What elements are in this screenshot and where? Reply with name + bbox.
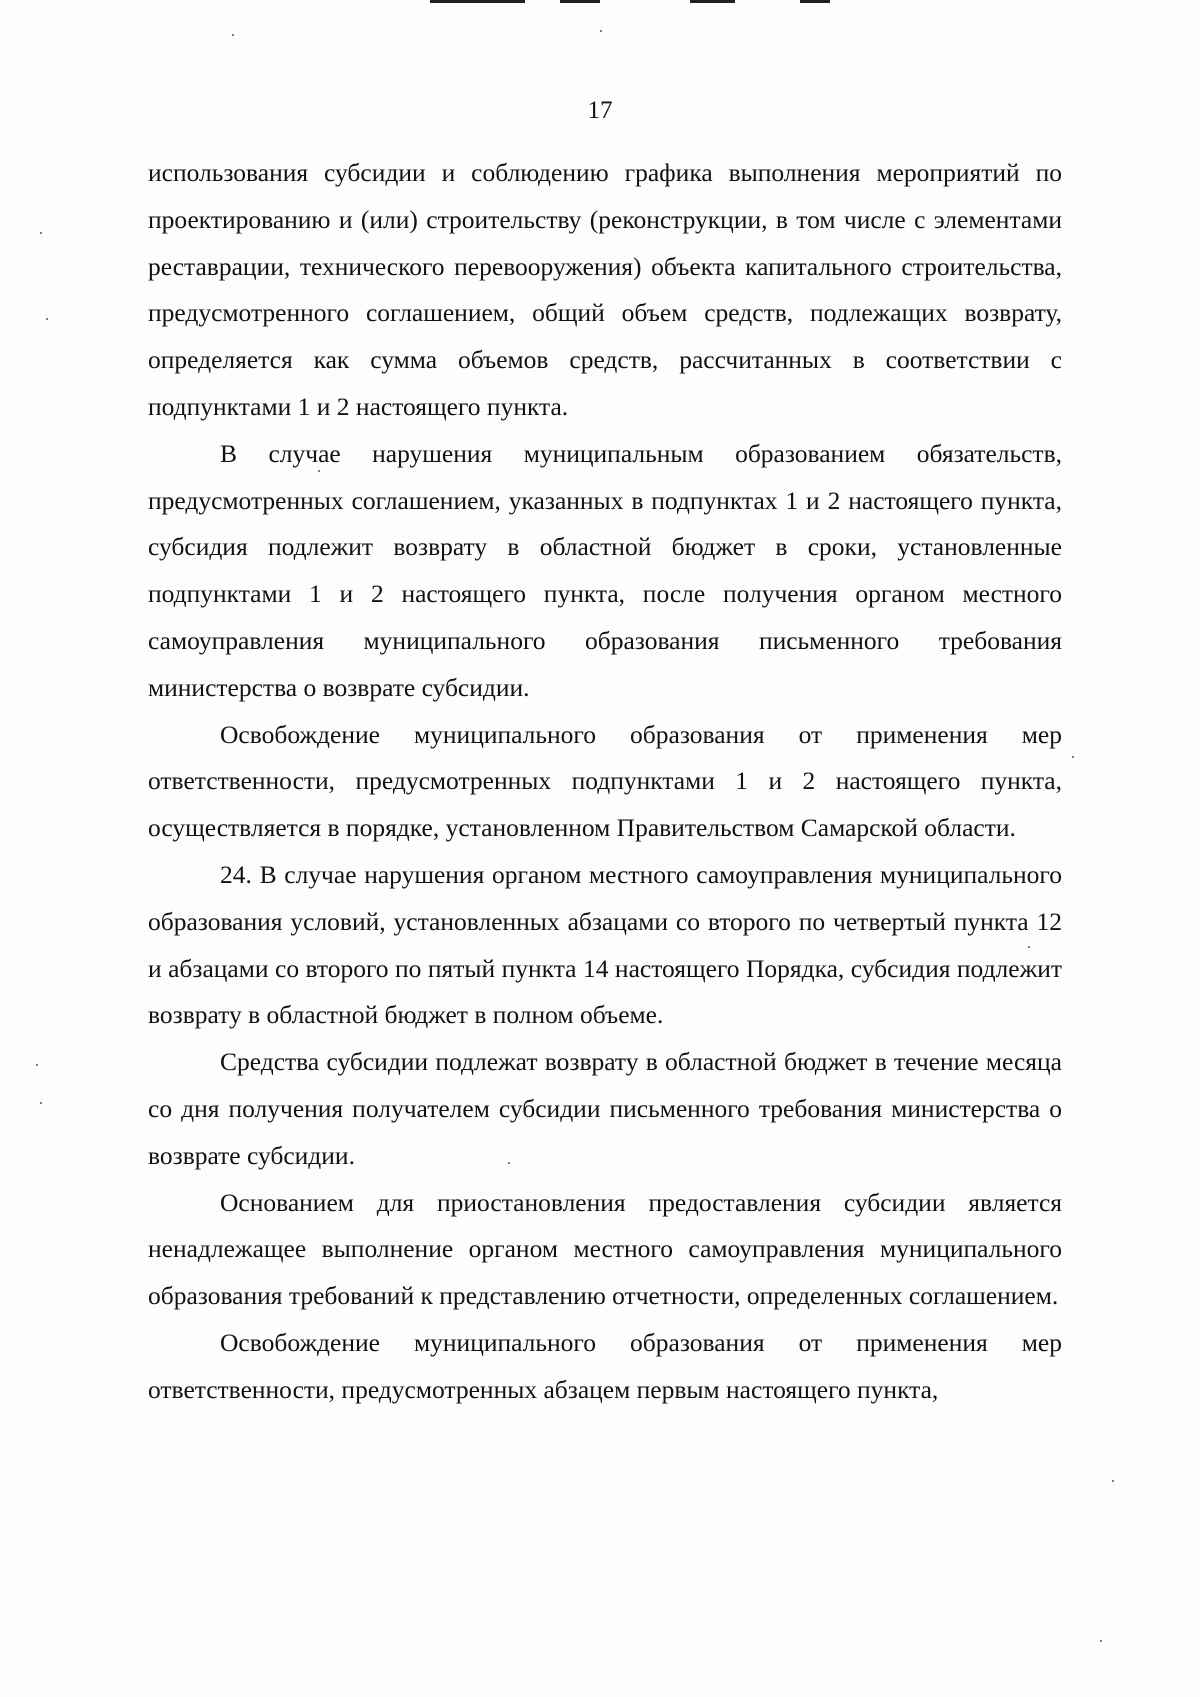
paragraph: Основанием для приостановления предоставления субсидии является ненадлежащее выполнение органом местного самоуправления муниципального образования требований к представлению отчетности, определенных соглашением. [148,1187,1062,1311]
paragraph: В случае нарушения муниципальным образованием обязательств, предусмотренных соглашением, указанных в подпунктах 1 и 2 настоящего пункта, субсидия подлежит возврату в областной бюджет в сроки, установленные подпунктами 1 и 2 настоящего пункта, после получения органом местного самоуправления муниципального образования письменного требования министерства о возврате субсидии. [148,438,1062,702]
paragraph: Освобождение муниципального образования от применения мер ответственности, предусмотренных подпунктами 1 и 2 настоящего пункта, осуществляется в порядке, установленном Правительством Самарской области. [148,719,1062,843]
scan-speck [1028,946,1030,948]
scan-speck [318,470,320,472]
scan-edge-marks [0,0,1200,4]
scan-speck [1112,1480,1114,1482]
paragraph: Средства субсидии подлежат возврату в областной бюджет в течение месяца со дня получения получателем субсидии письменного требования министерства о возврате субсидии. [148,1047,1062,1170]
paragraph-continuation: использования субсидии и соблюдению графика выполнения мероприятий по проектированию и (или) строительству (реконструкции, в том числе с элементами реставрации, технического перевооружения) объекта капитального строительства, предусмотренного соглашением, общий объем средств, подлежащих возврату, определяется как сумма объемов средств, рассчитанных в соответствии с подпунктами 1 и 2 настоящего пункта. [148,158,1062,421]
scan-speck [232,34,234,36]
scan-speck [40,232,42,234]
scan-speck [1100,1640,1102,1642]
paragraph-item-24: 24. В случае нарушения органом местного самоуправления муниципального образования условий, установленных абзацами со второго по четвертый пункта 12 и абзацами со второго по пятый пункта 14 настоящего Порядка, субсидия подлежит возврату в областной бюджет в полном объеме. [148,859,1062,1030]
scan-speck [1072,756,1074,758]
document-body [148,150,1062,1414]
paragraph: Освобождение муниципального образования от применения мер ответственности, предусмотренных абзацем первым настоящего пункта, [148,1327,1062,1404]
scan-speck [508,1162,510,1164]
scan-speck [40,1102,42,1104]
scan-speck [36,1064,38,1066]
scan-speck [46,318,48,320]
scan-speck [600,30,602,32]
page-number: 17 [587,97,613,124]
